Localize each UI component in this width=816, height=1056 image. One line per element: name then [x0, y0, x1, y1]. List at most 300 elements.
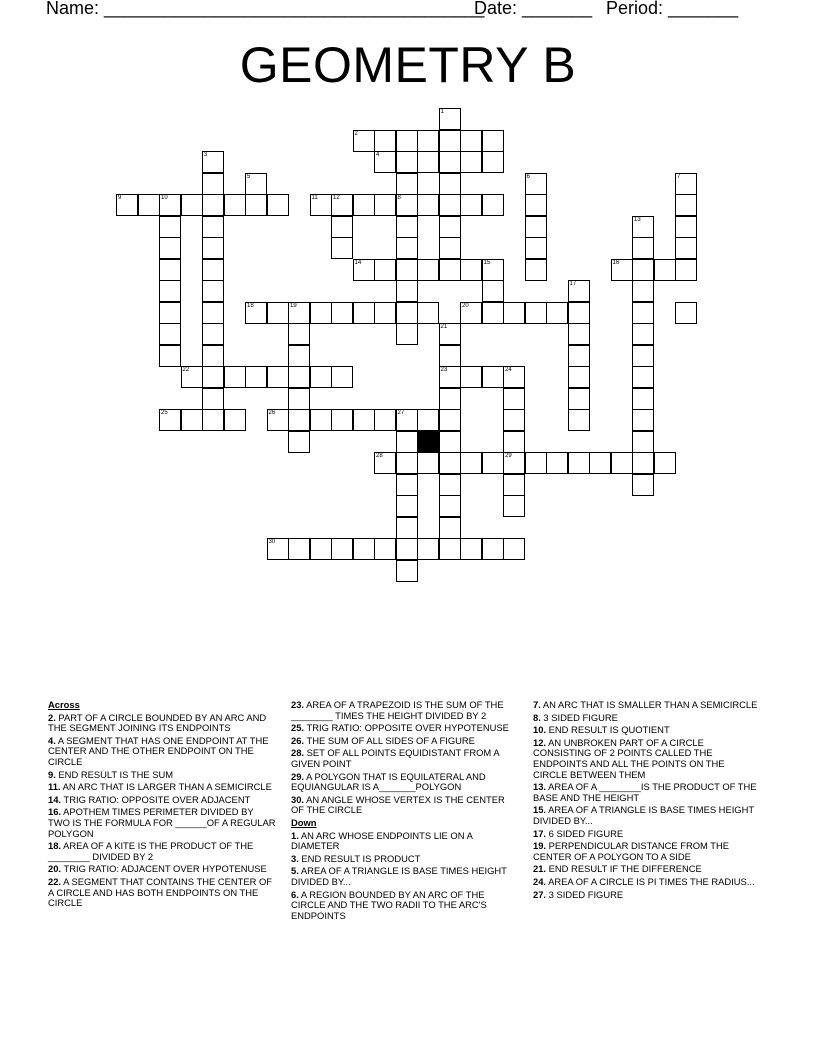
clue-item-number: 13.	[533, 781, 547, 793]
crossword-cell[interactable]	[202, 173, 224, 195]
crossword-cell[interactable]	[417, 452, 439, 474]
crossword-cell[interactable]	[202, 259, 224, 281]
crossword-cell[interactable]	[632, 431, 654, 453]
crossword-cell[interactable]	[396, 323, 418, 345]
crossword-cell[interactable]	[417, 130, 439, 152]
crossword-cell[interactable]	[632, 474, 654, 496]
crossword-cell[interactable]	[267, 302, 289, 324]
clue-number: 9	[118, 195, 122, 201]
crossword-cell[interactable]	[417, 302, 439, 324]
crossword-cell[interactable]	[353, 194, 375, 216]
clue-column-2	[291, 700, 519, 923]
crossword-cell[interactable]	[396, 173, 418, 195]
period-field-label: Period: _______	[606, 0, 739, 18]
crossword-cell[interactable]	[202, 345, 224, 367]
crossword-cell[interactable]	[439, 495, 461, 517]
clue-item-number: 7.	[533, 699, 541, 710]
crossword-cell[interactable]	[439, 173, 461, 195]
crossword-cell[interactable]	[568, 302, 590, 324]
clue-item-text: THE SUM OF ALL SIDES OF A FIGURE	[304, 734, 475, 746]
clue-number: 7	[677, 173, 681, 180]
crossword-cell[interactable]	[482, 538, 504, 560]
crossword-cell[interactable]	[568, 280, 590, 302]
crossword-cell[interactable]	[202, 216, 224, 238]
clue-item-text: TRIG RATIO: OPPOSITE OVER ADJACENT	[61, 793, 251, 805]
crossword-cell[interactable]	[202, 323, 224, 345]
clue-number: 3	[204, 152, 208, 158]
clue-number: 19	[290, 302, 297, 309]
crossword-cell[interactable]	[396, 538, 418, 560]
clue-number: 15	[483, 259, 491, 266]
clue-item-text: AN ARC THAT IS LARGER THAN A SEMICIRCLE	[60, 781, 272, 793]
crossword-cell[interactable]	[460, 538, 482, 560]
crossword-cell[interactable]	[482, 302, 504, 324]
clue-number: 22	[182, 367, 190, 373]
crossword-cell[interactable]	[503, 495, 525, 517]
crossword-cell[interactable]	[396, 216, 418, 238]
clue-item-number: 26.	[291, 734, 305, 746]
clue-item-text: END RESULT IF THE DIFFERENCE	[546, 863, 702, 875]
crossword-cell[interactable]	[482, 130, 504, 152]
crossword-cell[interactable]	[374, 302, 396, 324]
clue-item	[48, 841, 276, 862]
clue-number: 12	[333, 195, 340, 201]
crossword-cell[interactable]	[460, 194, 482, 216]
clue-item-text: A POLYGON THAT IS EQUILATERAL AND EQUIANGULAR IS A_______POLYGON	[291, 770, 486, 793]
crossword-cell[interactable]	[288, 388, 310, 410]
crossword-cell[interactable]	[675, 194, 697, 216]
crossword-cell[interactable]	[159, 409, 181, 431]
crossword-cell[interactable]	[503, 474, 525, 496]
crossword-cell[interactable]	[396, 130, 418, 152]
clue-item-text: AREA OF A TRAPEZOID IS THE SUM OF THE ________ TIMES THE HEIGHT DIVIDED BY 2	[291, 699, 504, 721]
clue-item-number: 12.	[533, 736, 547, 748]
crossword-cell[interactable]	[503, 452, 525, 474]
clue-item-number: 4.	[48, 734, 56, 746]
crossword-cell[interactable]	[417, 151, 439, 173]
crossword-cell[interactable]	[310, 302, 332, 324]
crossword-cell[interactable]	[546, 452, 568, 474]
crossword-cell[interactable]	[310, 366, 332, 388]
crossword-cell[interactable]	[439, 237, 461, 259]
crossword-cell[interactable]	[181, 409, 203, 431]
crossword-cell[interactable]	[632, 302, 654, 324]
crossword-cell[interactable]	[439, 431, 461, 453]
clue-item	[291, 854, 519, 865]
crossword-cell[interactable]	[331, 237, 353, 259]
crossword-cell[interactable]	[224, 194, 246, 216]
clue-item-text: SET OF ALL POINTS EQUIDISTANT FROM A GIVEN POINT	[291, 747, 500, 769]
crossword-cell[interactable]	[267, 194, 289, 216]
clue-item-number: 3.	[291, 852, 299, 864]
crossword-cell[interactable]	[396, 452, 418, 474]
crossword-cell[interactable]	[159, 302, 181, 324]
crossword-cell[interactable]	[417, 538, 439, 560]
crossword-cell[interactable]	[353, 302, 375, 324]
crossword-cell[interactable]	[396, 517, 418, 539]
crossword-cell[interactable]	[503, 302, 525, 324]
clue-number: 14	[354, 259, 362, 266]
crossword-cell[interactable]	[288, 409, 310, 431]
crossword-cell[interactable]	[525, 237, 547, 259]
clue-item-text: APOTHEM TIMES PERIMETER DIVIDED BY TWO IS THE FORMULA FOR ______OF A REGULAR POLYGON	[48, 806, 276, 839]
crossword-cell[interactable]	[503, 388, 525, 410]
clue-number: 28	[376, 453, 383, 459]
crossword-cell[interactable]	[116, 194, 138, 216]
crossword-cell[interactable]	[159, 237, 181, 259]
crossword-cell[interactable]	[439, 538, 461, 560]
crossword-cell[interactable]	[159, 280, 181, 302]
crossword-cell[interactable]	[353, 538, 375, 560]
clue-item	[48, 713, 276, 734]
clue-item	[533, 829, 761, 840]
clue-item-text: PERPENDICULAR DISTANCE FROM THE CENTER OF A POLYGON TO A SIDE	[533, 840, 730, 862]
crossword-cell[interactable]	[482, 366, 504, 388]
clue-item	[533, 713, 761, 724]
crossword-cell[interactable]	[417, 409, 439, 431]
clue-item-number: 14.	[48, 793, 62, 805]
crossword-cell[interactable]	[503, 409, 525, 431]
clue-item-number: 30.	[291, 793, 305, 805]
crossword-cell[interactable]	[482, 194, 504, 216]
crossword-cell[interactable]	[245, 173, 267, 195]
clue-number: 23	[440, 367, 448, 373]
clue-number: 30	[268, 539, 276, 545]
clue-item-number: 19.	[533, 840, 547, 852]
crossword-cell[interactable]	[331, 366, 353, 388]
crossword-cell[interactable]	[331, 194, 353, 216]
crossword-cell[interactable]	[202, 409, 224, 431]
crossword-cell[interactable]	[460, 366, 482, 388]
worksheet-header	[46, 0, 786, 22]
crossword-cell[interactable]	[374, 409, 396, 431]
clue-item-number: 20.	[48, 863, 62, 875]
clue-item-number: 5.	[291, 865, 299, 877]
crossword-cell[interactable]	[245, 366, 267, 388]
crossword-cell[interactable]	[417, 194, 439, 216]
crossword-cell[interactable]	[396, 431, 418, 453]
crossword-cell[interactable]	[632, 323, 654, 345]
clue-item-text: END RESULT IS THE SUM	[55, 768, 174, 780]
crossword-cell[interactable]	[288, 538, 310, 560]
clue-number: 25	[161, 410, 168, 416]
crossword-cell[interactable]	[675, 173, 697, 195]
crossword-cell[interactable]	[374, 151, 396, 173]
crossword-cell[interactable]	[632, 259, 654, 281]
clue-item	[533, 841, 761, 862]
clue-item	[533, 725, 761, 736]
crossword-cell[interactable]	[202, 194, 224, 216]
clue-item-number: 24.	[533, 875, 547, 887]
crossword-cell[interactable]	[159, 345, 181, 367]
crossword-cell[interactable]	[374, 259, 396, 281]
clue-item-text: AN ANGLE WHOSE VERTEX IS THE CENTER OF THE CIRCLE	[291, 793, 505, 816]
clue-item	[48, 807, 276, 839]
crossword-cell[interactable]	[353, 130, 375, 152]
crossword-cell[interactable]	[632, 452, 654, 474]
crossword-cell[interactable]	[632, 366, 654, 388]
clue-item	[291, 748, 519, 769]
crossword-cell[interactable]	[568, 452, 590, 474]
crossword-cell[interactable]	[159, 216, 181, 238]
crossword-cell[interactable]	[632, 345, 654, 367]
crossword-cell[interactable]	[396, 280, 418, 302]
crossword-cell[interactable]	[353, 409, 375, 431]
crossword-cell[interactable]	[439, 323, 461, 345]
across-heading: Across	[48, 699, 80, 710]
crossword-cell[interactable]	[310, 409, 332, 431]
crossword-cell[interactable]	[224, 366, 246, 388]
crossword-cell[interactable]	[482, 280, 504, 302]
crossword-cell[interactable]	[267, 366, 289, 388]
crossword-cell[interactable]	[525, 302, 547, 324]
clue-item-text: END RESULT IS QUOTIENT	[546, 724, 670, 736]
clue-item	[48, 782, 276, 793]
crossword-cell[interactable]	[439, 366, 461, 388]
clue-item-text: A REGION BOUNDED BY AN ARC OF THE CIRCLE AND THE TWO RADII TO THE ARC'S ENDPOINTS	[291, 888, 487, 921]
crossword-cell[interactable]	[396, 259, 418, 281]
crossword-cell[interactable]	[632, 216, 654, 238]
crossword-cell[interactable]	[202, 388, 224, 410]
clue-item	[291, 772, 519, 793]
crossword-cell[interactable]	[632, 388, 654, 410]
clue-item-number: 10.	[533, 724, 547, 736]
crossword-cell[interactable]	[439, 388, 461, 410]
crossword-cell[interactable]	[460, 259, 482, 281]
crossword-cell[interactable]	[611, 259, 633, 281]
crossword-cell[interactable]	[353, 259, 375, 281]
crossword-cell[interactable]	[331, 302, 353, 324]
clue-item-number: 25.	[291, 722, 305, 734]
clue-item	[291, 700, 519, 721]
clue-item-number: 21.	[533, 863, 547, 875]
crossword-cell[interactable]	[374, 130, 396, 152]
clue-number: 8	[397, 195, 401, 201]
clue-item	[533, 738, 761, 780]
crossword-black-cell	[417, 431, 439, 453]
down-heading: Down	[291, 816, 317, 828]
crossword-cell[interactable]	[331, 409, 353, 431]
crossword-cell[interactable]	[439, 517, 461, 539]
crossword-cell[interactable]	[675, 259, 697, 281]
clue-item	[291, 890, 519, 922]
clue-item-number: 27.	[533, 888, 547, 900]
clue-number: 29	[505, 453, 512, 459]
crossword-cell[interactable]	[202, 237, 224, 259]
crossword-cell[interactable]	[159, 194, 181, 216]
crossword-cell[interactable]	[288, 366, 310, 388]
crossword-cell[interactable]	[202, 366, 224, 388]
name-field-label: Name: ______________________________________	[46, 0, 485, 18]
clue-item	[533, 890, 761, 901]
crossword-cell[interactable]	[525, 216, 547, 238]
crossword-cell[interactable]	[310, 538, 332, 560]
crossword-cell[interactable]	[460, 452, 482, 474]
crossword-cell[interactable]	[374, 452, 396, 474]
clue-item	[533, 877, 761, 888]
crossword-cell[interactable]	[245, 302, 267, 324]
clue-item-text: TRIG RATIO: OPPOSITE OVER HYPOTENUSE	[304, 722, 509, 734]
crossword-cell[interactable]	[439, 409, 461, 431]
crossword-cell[interactable]	[482, 259, 504, 281]
crossword-cell[interactable]	[396, 495, 418, 517]
crossword-cell[interactable]	[568, 345, 590, 367]
clue-number: 24	[505, 367, 512, 373]
clue-number: 17	[569, 281, 577, 287]
crossword-cell[interactable]	[568, 323, 590, 345]
crossword-cell[interactable]	[159, 323, 181, 345]
crossword-cell[interactable]	[482, 452, 504, 474]
crossword-cell[interactable]	[181, 194, 203, 216]
clue-column-3	[533, 700, 761, 902]
crossword-cell[interactable]	[568, 388, 590, 410]
page-title: GEOMETRY B	[239, 37, 577, 93]
crossword-cell[interactable]	[568, 409, 590, 431]
crossword-cell[interactable]	[224, 409, 246, 431]
clue-item-number: 29.	[291, 770, 305, 782]
crossword-cell[interactable]	[654, 452, 676, 474]
crossword-cell[interactable]	[568, 366, 590, 388]
clue-item-text: AREA OF A ________IS THE PRODUCT OF THE BASE AND THE HEIGHT	[533, 781, 757, 803]
crossword-cell[interactable]	[654, 259, 676, 281]
clue-number: 5	[247, 173, 251, 180]
crossword-cell[interactable]	[503, 538, 525, 560]
crossword-cell[interactable]	[439, 259, 461, 281]
crossword-cell[interactable]	[417, 259, 439, 281]
crossword-cell[interactable]	[439, 151, 461, 173]
crossword-cell[interactable]	[267, 538, 289, 560]
crossword-cell[interactable]	[675, 216, 697, 238]
crossword-cell[interactable]	[288, 302, 310, 324]
crossword-cell[interactable]	[439, 452, 461, 474]
crossword-cell[interactable]	[482, 151, 504, 173]
crossword-cell[interactable]	[288, 323, 310, 345]
crossword-cell[interactable]	[331, 538, 353, 560]
crossword-cell[interactable]	[611, 452, 633, 474]
clue-item-number: 22.	[48, 875, 62, 887]
crossword-cell[interactable]	[632, 409, 654, 431]
clue-item-text: AREA OF A CIRCLE IS PI TIMES THE RADIUS...	[546, 875, 755, 887]
clue-number: 18	[247, 302, 254, 309]
clue-item-text: AREA OF A KITE IS THE PRODUCT OF THE ________ DIVIDED BY 2	[48, 840, 254, 862]
crossword-cell[interactable]	[396, 151, 418, 173]
clue-item-text: AN ARC WHOSE ENDPOINTS LIE ON A DIAMETER	[291, 829, 473, 852]
clue-column-1	[48, 700, 276, 911]
clue-item	[291, 723, 519, 734]
crossword-cell[interactable]	[632, 280, 654, 302]
crossword-cell[interactable]	[546, 302, 568, 324]
crossword-cell[interactable]	[374, 194, 396, 216]
clue-number: 1	[440, 109, 444, 115]
crossword-cell[interactable]	[525, 194, 547, 216]
clue-item-number: 16.	[48, 806, 62, 818]
crossword-cell[interactable]	[525, 452, 547, 474]
crossword-cell[interactable]	[288, 431, 310, 453]
crossword-cell[interactable]	[525, 173, 547, 195]
clue-item	[291, 866, 519, 887]
clue-item	[48, 736, 276, 768]
clue-item	[48, 864, 276, 875]
clue-item-number: 23.	[291, 699, 305, 710]
clue-number: 16	[612, 259, 620, 266]
clue-number: 10	[161, 195, 168, 201]
clue-item-text: 6 SIDED FIGURE	[546, 827, 624, 839]
crossword-cell[interactable]	[331, 216, 353, 238]
crossword-cell[interactable]	[632, 237, 654, 259]
clue-item-number: 1.	[291, 829, 299, 841]
clue-item-number: 18.	[48, 840, 62, 852]
clue-item-number: 15.	[533, 804, 547, 816]
clue-number: 20	[462, 302, 469, 309]
clue-item	[48, 770, 276, 781]
clue-item	[533, 782, 761, 803]
crossword-cell[interactable]	[396, 474, 418, 496]
crossword-cell[interactable]	[245, 194, 267, 216]
crossword-cell[interactable]	[439, 474, 461, 496]
crossword-cell[interactable]	[439, 194, 461, 216]
crossword-cell[interactable]	[396, 302, 418, 324]
crossword-cell[interactable]	[503, 366, 525, 388]
crossword-cell[interactable]	[138, 194, 160, 216]
clue-item-number: 8.	[533, 711, 541, 723]
crossword-cell[interactable]	[439, 345, 461, 367]
crossword-cell[interactable]	[288, 345, 310, 367]
crossword-cell[interactable]	[202, 280, 224, 302]
clue-number: 4	[376, 152, 380, 158]
clue-number: 11	[311, 195, 318, 201]
clue-item-number: 2.	[48, 711, 56, 723]
clue-item	[48, 795, 276, 806]
crossword-cell[interactable]	[396, 194, 418, 216]
crossword-cell[interactable]	[675, 302, 697, 324]
crossword-cell[interactable]	[675, 237, 697, 259]
crossword-cell[interactable]	[460, 302, 482, 324]
crossword-cell[interactable]	[267, 409, 289, 431]
crossword-cell[interactable]	[396, 409, 418, 431]
crossword-cell[interactable]	[202, 302, 224, 324]
crossword-cell[interactable]	[439, 216, 461, 238]
clue-item-text: A SEGMENT THAT HAS ONE ENDPOINT AT THE CENTER AND THE OTHER ENDPOINT ON THE CIRCLE	[48, 734, 269, 767]
clue-item-number: 6.	[291, 888, 299, 900]
crossword-cell[interactable]	[374, 538, 396, 560]
crossword-cell[interactable]	[589, 452, 611, 474]
clue-number: 2	[354, 130, 358, 137]
crossword-grid	[116, 108, 686, 628]
clue-item	[48, 877, 276, 909]
clue-item-text: AN UNBROKEN PART OF A CIRCLE CONSISTING OF 2 POINTS CALLED THE ENDPOINTS AND ALL THE POINTS ON THE CIRCLE BETWEEN THEM	[533, 736, 725, 780]
crossword-cell[interactable]	[396, 560, 418, 582]
clue-item-text: PART OF A CIRCLE BOUNDED BY AN ARC AND THE SEGMENT JOINING ITS ENDPOINTS	[48, 711, 267, 734]
crossword-cell[interactable]	[159, 259, 181, 281]
crossword-cell[interactable]	[181, 366, 203, 388]
clue-item-number: 17.	[533, 827, 547, 839]
crossword-cell[interactable]	[439, 130, 461, 152]
crossword-cell[interactable]	[460, 151, 482, 173]
clue-number: 13	[634, 216, 641, 223]
crossword-cell[interactable]	[525, 259, 547, 281]
clue-item-text: AREA OF A TRIANGLE IS BASE TIMES HEIGHT DIVIDED BY...	[533, 804, 754, 826]
clue-number: 26	[268, 410, 276, 416]
clue-item	[533, 805, 761, 826]
clue-item-text: 3 SIDED FIGURE	[540, 711, 618, 723]
crossword-cell[interactable]	[503, 431, 525, 453]
crossword-cell[interactable]	[460, 130, 482, 152]
crossword-cell[interactable]	[396, 237, 418, 259]
crossword-cell[interactable]	[202, 151, 224, 173]
crossword-cell[interactable]	[439, 108, 461, 130]
crossword-cell[interactable]	[310, 194, 332, 216]
clue-item	[533, 700, 761, 711]
